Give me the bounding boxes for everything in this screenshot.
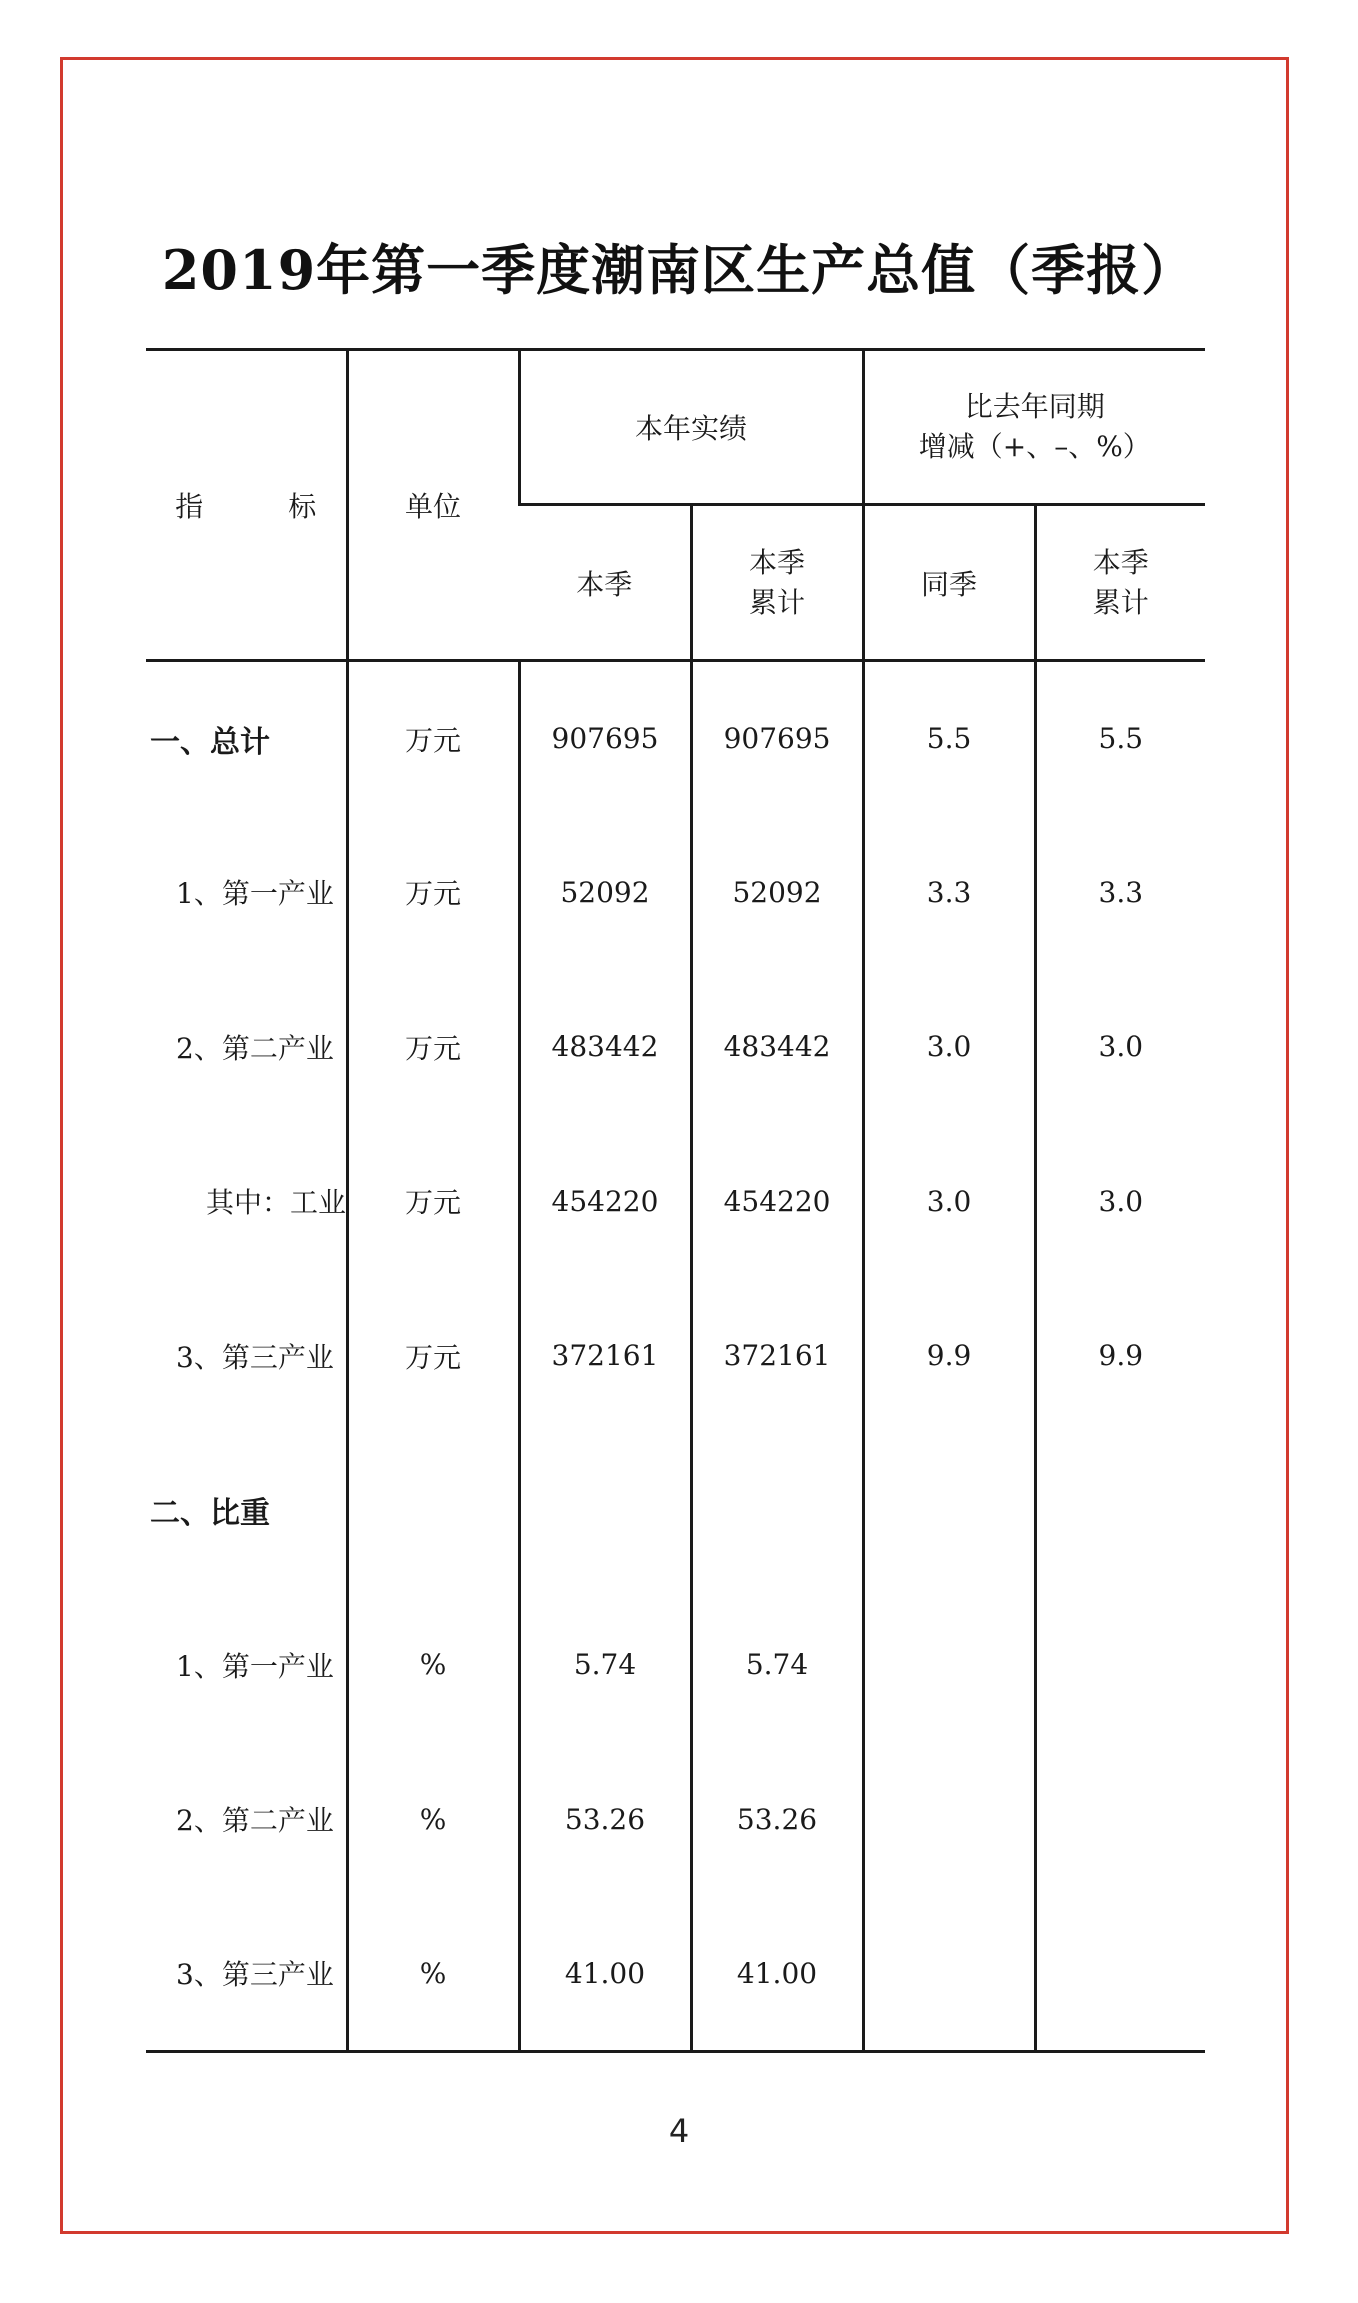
row-quarter: 372161: [519, 1279, 691, 1434]
row-name: 二、比重: [150, 1496, 270, 1532]
row-unit: %: [347, 1588, 519, 1743]
table-row: [146, 1433, 1205, 1588]
table-row: [146, 1897, 1205, 2052]
table-row: [146, 1742, 1205, 1897]
header-indicator: 指 标: [146, 350, 347, 661]
row-quarter: [519, 1433, 691, 1588]
row-quarter: 5.74: [519, 1588, 691, 1743]
row-quarter: 483442: [519, 970, 691, 1125]
row-yoy-cumulative: [1035, 1588, 1205, 1743]
row-quarter: 52092: [519, 815, 691, 970]
row-unit: 万元: [347, 1279, 519, 1434]
row-cumulative: 53.26: [691, 1742, 863, 1897]
table-row: [146, 970, 1205, 1125]
row-name: 3、第三产业: [146, 1897, 347, 2052]
header-quarter-cumulative: 本季 累计: [691, 505, 863, 661]
row-yoy-cumulative: 3.0: [1035, 1124, 1205, 1279]
gdp-table: [146, 348, 1205, 2053]
row-cumulative: 483442: [691, 970, 863, 1125]
row-unit: 万元: [347, 970, 519, 1125]
row-name: 2、第二产业: [176, 1804, 334, 1838]
row-name: 其中：工业: [206, 1186, 347, 1220]
row-name: 一、总计: [150, 724, 270, 760]
page-number: 4: [668, 2112, 690, 2150]
row-quarter: 907695: [519, 661, 691, 816]
row-quarter: 41.00: [519, 1897, 691, 2052]
header-actual-group: 本年实绩: [519, 350, 863, 505]
row-yoy-quarter: [863, 1433, 1035, 1588]
row-unit: 万元: [347, 1124, 519, 1279]
row-unit: 万元: [347, 661, 519, 816]
table-row: [146, 1588, 1205, 1743]
row-cumulative: [691, 1433, 863, 1588]
row-yoy-cumulative: [1035, 1742, 1205, 1897]
header-yoy-cumulative: 本季 累计: [1035, 505, 1205, 661]
header-same-quarter: 同季: [863, 505, 1035, 661]
table-row: [146, 815, 1205, 970]
row-yoy-quarter: 3.3: [863, 815, 1035, 970]
row-cumulative: 372161: [691, 1279, 863, 1434]
row-yoy-cumulative: [1035, 1897, 1205, 2052]
table-row: [146, 1124, 1205, 1279]
row-yoy-cumulative: 3.0: [1035, 970, 1205, 1125]
row-yoy-cumulative: 3.3: [1035, 815, 1205, 970]
row-yoy-quarter: 5.5: [863, 661, 1035, 816]
row-unit: [347, 1433, 519, 1588]
header-unit: 单位: [347, 350, 519, 661]
row-cumulative: 907695: [691, 661, 863, 816]
row-quarter: 53.26: [519, 1742, 691, 1897]
row-name: 3、第三产业: [176, 1340, 334, 1374]
row-unit: %: [347, 1742, 519, 1897]
row-yoy-quarter: [863, 1742, 1035, 1897]
row-unit: %: [347, 1897, 519, 2052]
row-cumulative: 5.74: [691, 1588, 863, 1743]
table-row: [146, 1279, 1205, 1434]
table-row: [146, 661, 1205, 816]
page-title: 2019年第一季度潮南区生产总值（季报）: [161, 238, 1197, 302]
row-quarter: 454220: [519, 1124, 691, 1279]
row-yoy-quarter: 3.0: [863, 1124, 1035, 1279]
row-cumulative: 52092: [691, 815, 863, 970]
row-cumulative: 41.00: [691, 1897, 863, 2052]
header-yoy-group: 比去年同期 增减（+、–、%）: [863, 350, 1205, 505]
row-name: 1、第一产业: [176, 877, 334, 911]
row-yoy-cumulative: 9.9: [1035, 1279, 1205, 1434]
row-yoy-quarter: 3.0: [863, 970, 1035, 1125]
row-yoy-cumulative: [1035, 1433, 1205, 1588]
header-this-quarter: 本季: [519, 505, 691, 661]
row-yoy-quarter: [863, 1897, 1035, 2052]
row-name: 1、第一产业: [176, 1649, 334, 1683]
row-unit: 万元: [347, 815, 519, 970]
row-name: 2、第二产业: [176, 1031, 334, 1065]
row-yoy-quarter: 9.9: [863, 1279, 1035, 1434]
row-yoy-cumulative: 5.5: [1035, 661, 1205, 816]
row-cumulative: 454220: [691, 1124, 863, 1279]
row-yoy-quarter: [863, 1588, 1035, 1743]
